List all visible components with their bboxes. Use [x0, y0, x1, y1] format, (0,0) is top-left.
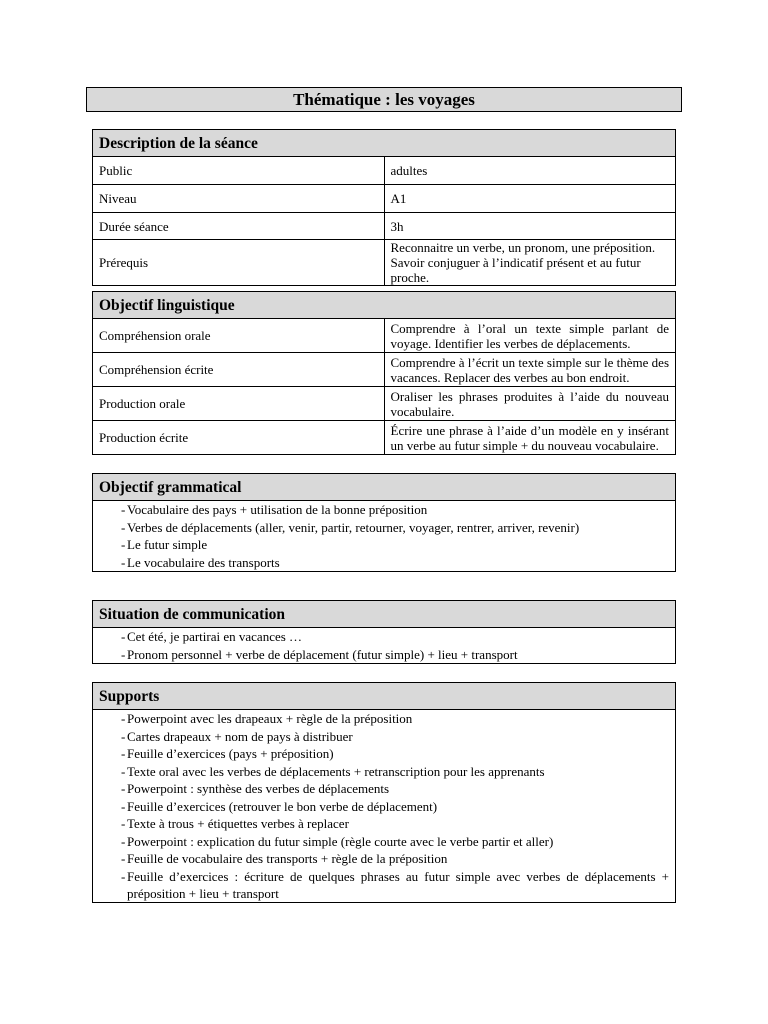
list-dash: -: [121, 711, 126, 726]
situation-table: [92, 600, 676, 664]
supports-header: Supports: [93, 683, 676, 710]
list-item-text: Cartes drapeaux + nom de pays à distribuer: [127, 728, 353, 744]
list-dash: -: [121, 502, 126, 517]
row-value: Comprendre à l’écrit un texte simple sur le thème des vacances. Replacer des verbes au bon endroit.: [384, 353, 676, 387]
row-value: Écrire une phrase à l’aide d’un modèle en y insérant un verbe au futur simple + du nouveau vocabulaire.: [384, 421, 676, 455]
row-label: Compréhension orale: [93, 319, 385, 353]
list-item: [99, 745, 669, 763]
row-value: Oraliser les phrases produites à l’aide du nouveau vocabulaire.: [384, 387, 676, 421]
list-item-text: Verbes de déplacements (aller, venir, partir, retourner, voyager, rentrer, arriver, revenir): [127, 519, 580, 535]
table-row: [93, 157, 676, 185]
list-item-text: Feuille d’exercices (pays + préposition): [127, 746, 334, 761]
table-row: [93, 387, 676, 421]
list-item: [99, 728, 669, 746]
list-item: [99, 780, 669, 798]
list-item: [99, 710, 669, 728]
row-value: Comprendre à l’oral un texte simple parlant de voyage. Identifier les verbes de déplacements.: [384, 319, 676, 353]
list-item: [99, 833, 669, 851]
row-value: adultes: [384, 157, 676, 185]
list-item-text: Powerpoint : explication du futur simple (règle courte avec le verbe partir et aller): [127, 833, 554, 849]
list-dash: -: [121, 763, 126, 779]
prerequis-line-2: Savoir conjuguer à l’indicatif présent et au futur proche.: [390, 255, 641, 285]
list-dash: -: [121, 537, 126, 552]
list-dash: -: [121, 833, 126, 849]
row-label: Production orale: [93, 387, 385, 421]
list-dash: -: [121, 629, 126, 644]
page-title: Thématique : les voyages: [86, 87, 682, 112]
list-item-text: Cet été, je partirai en vacances …: [127, 629, 303, 644]
table-row: [93, 319, 676, 353]
list-dash: -: [121, 798, 126, 814]
list-item-text: Le vocabulaire des transports: [127, 554, 280, 570]
list-item-text: Powerpoint avec les drapeaux + règle de la préposition: [127, 711, 413, 726]
list-dash: -: [121, 728, 126, 744]
list-item: [99, 798, 669, 816]
row-label: Production écrite: [93, 421, 385, 455]
table-row: [93, 353, 676, 387]
objectif-grammatical-header: Objectif grammatical: [93, 474, 676, 501]
list-item: [99, 628, 669, 646]
objectif-grammatical-table: [92, 473, 676, 572]
row-value: 3h: [384, 213, 676, 240]
objectif-linguistique-table: [92, 291, 676, 455]
table-row: [93, 240, 676, 286]
row-label: Niveau: [93, 185, 385, 213]
list-item-text: Le futur simple: [127, 537, 208, 552]
list-item-text: Feuille de vocabulaire des transports + règle de la préposition: [127, 851, 448, 866]
list-dash: -: [121, 868, 126, 884]
list-item-text: Feuille d’exercices (retrouver le bon verbe de déplacement): [127, 798, 438, 814]
list-dash: -: [121, 851, 126, 866]
list-item: [99, 646, 669, 664]
row-label: Prérequis: [93, 240, 385, 286]
list-item: [99, 554, 669, 572]
table-row: [93, 213, 676, 240]
list-item-text: Powerpoint : synthèse des verbes de déplacements: [127, 781, 390, 796]
list-dash: -: [121, 746, 126, 761]
list-dash: -: [121, 554, 126, 570]
list-item-text: Feuille d’exercices : écriture de quelques phrases au futur simple avec verbes de déplacements + préposition + lieu + transport: [127, 868, 669, 901]
list-item: [99, 850, 669, 868]
row-label: Durée séance: [93, 213, 385, 240]
list-item-text: Vocabulaire des pays + utilisation de la bonne préposition: [127, 502, 428, 517]
list-item-text: Pronom personnel + verbe de déplacement (futur simple) + lieu + transport: [127, 646, 518, 662]
objectif-grammatical-list: [93, 501, 676, 572]
list-dash: -: [121, 816, 126, 831]
list-item: [99, 501, 669, 519]
description-header: Description de la séance: [93, 130, 676, 157]
row-label: Compréhension écrite: [93, 353, 385, 387]
row-label: Public: [93, 157, 385, 185]
list-item-text: Texte oral avec les verbes de déplacements + retranscription pour les apprenants: [127, 763, 545, 779]
list-item: [99, 536, 669, 554]
list-item: [99, 763, 669, 781]
list-item-text: Texte à trous + étiquettes verbes à replacer: [127, 816, 349, 831]
description-table: [92, 129, 676, 286]
supports-list: [93, 710, 676, 903]
prerequis-line-1: Reconnaitre un verbe, un pronom, une préposition.: [390, 240, 656, 255]
situation-list: [93, 628, 676, 664]
list-dash: -: [121, 519, 126, 535]
row-value: [384, 240, 676, 286]
table-row: [93, 185, 676, 213]
list-dash: -: [121, 781, 126, 796]
table-row: [93, 421, 676, 455]
list-item: [99, 519, 669, 537]
supports-table: [92, 682, 676, 903]
row-value: A1: [384, 185, 676, 213]
situation-header: Situation de communication: [93, 601, 676, 628]
list-item: [99, 815, 669, 833]
list-dash: -: [121, 646, 126, 662]
list-item: [99, 868, 669, 902]
objectif-linguistique-header: Objectif linguistique: [93, 292, 676, 319]
